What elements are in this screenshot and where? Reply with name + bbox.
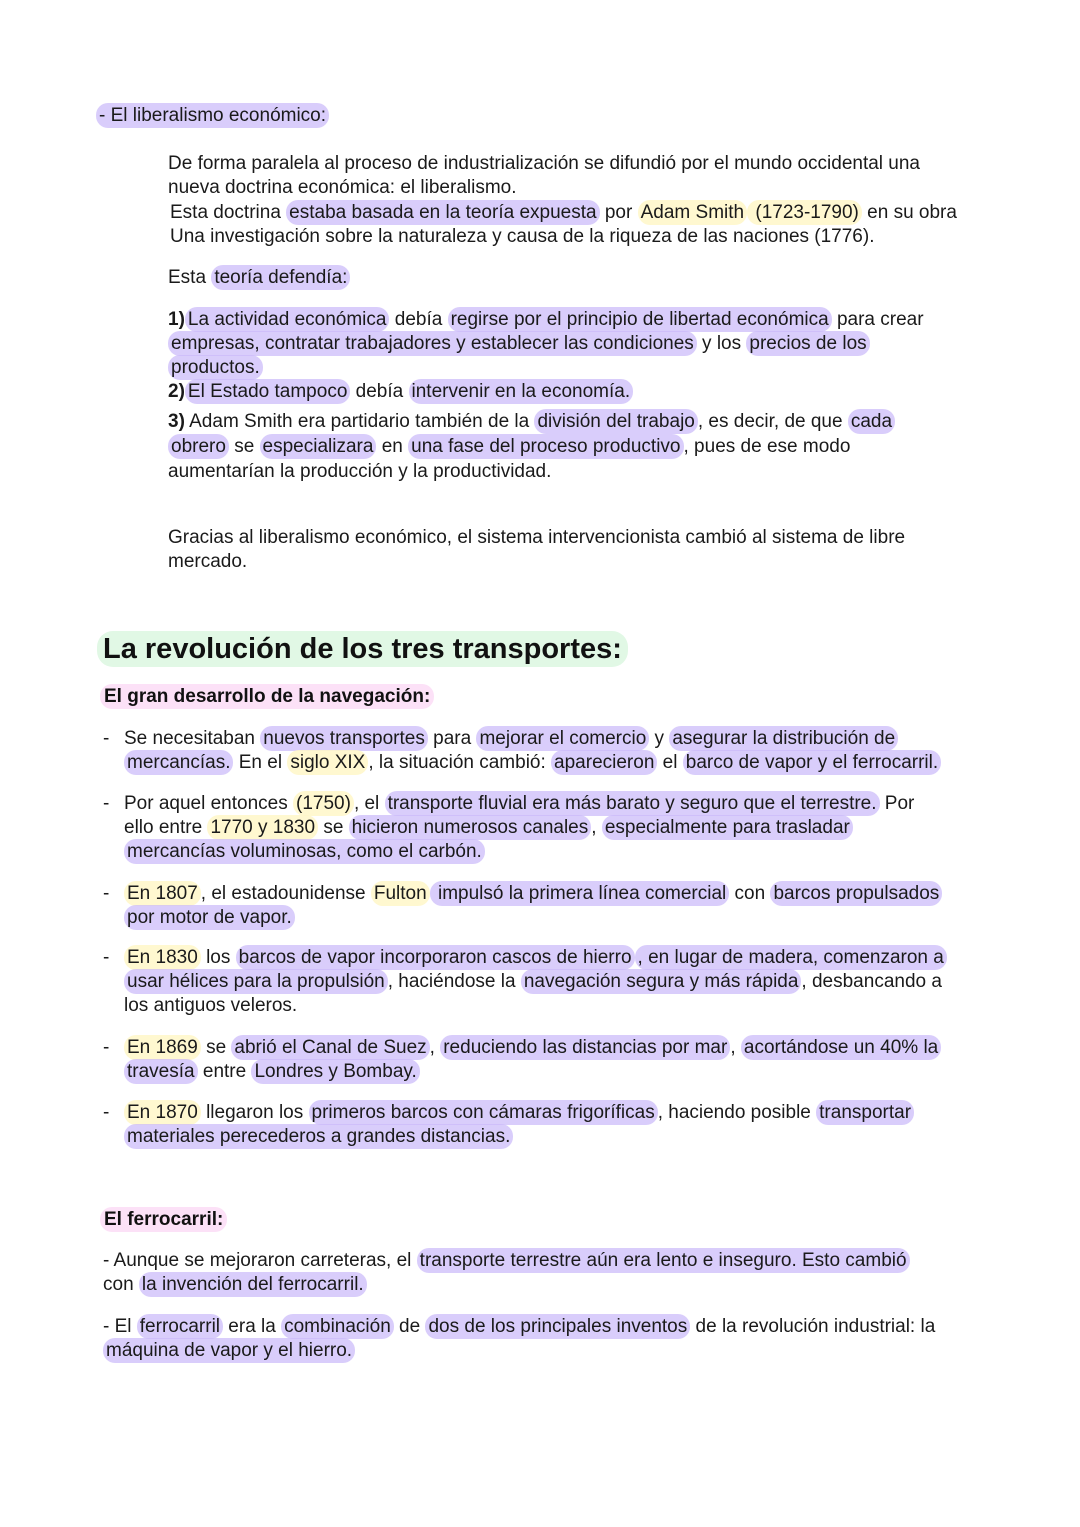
- highlight: mercancías.: [124, 750, 233, 775]
- highlight: siglo XIX: [287, 750, 368, 775]
- paragraph-line: [103, 1249, 910, 1273]
- highlight: estaba basada en la teoría expuesta: [286, 200, 599, 225]
- bullet-dash: -: [103, 1037, 110, 1058]
- item-number: 2): [168, 381, 185, 402]
- list-item-line: [168, 435, 850, 459]
- text: , el: [353, 793, 385, 814]
- subheading-text: El gran desarrollo de la navegación:: [100, 684, 434, 709]
- highlight: máquina de vapor y el hierro.: [103, 1338, 355, 1363]
- paragraph-line: [170, 201, 957, 225]
- text: por: [599, 202, 638, 223]
- highlight: especializara: [260, 434, 377, 459]
- text: de la revolución industrial: la: [690, 1316, 936, 1337]
- section-title-transportes: [97, 632, 628, 666]
- paragraph-line: nueva doctrina económica: el liberalismo.: [168, 177, 517, 198]
- text: , la situación cambió:: [368, 752, 552, 773]
- text: Por aquel entonces: [124, 793, 294, 814]
- bullet-line: [124, 970, 942, 994]
- highlight: barcos de vapor incorporaron cascos de hierro: [236, 945, 635, 970]
- bullet-line: [124, 840, 485, 864]
- text: llegaron los: [200, 1102, 309, 1123]
- text: los: [200, 947, 236, 968]
- highlight: división del trabajo: [534, 409, 697, 434]
- bullet-line: [124, 1125, 513, 1149]
- bullet-line: [124, 751, 941, 775]
- bullet-dash: -: [103, 728, 110, 749]
- text: era la: [223, 1316, 282, 1337]
- bullet-dash: -: [103, 793, 110, 814]
- highlight: Fulton: [371, 881, 430, 906]
- highlight: 1770 y 1830: [207, 815, 318, 840]
- highlight: abrió el Canal de Suez: [231, 1035, 429, 1060]
- highlight: combinación: [281, 1314, 394, 1339]
- bullet-line: [124, 1060, 420, 1084]
- text: ,: [730, 1037, 741, 1058]
- text: Adam Smith era partidario también de la: [184, 411, 535, 432]
- text: , haciéndose la: [387, 971, 521, 992]
- highlight: En 1869: [124, 1035, 201, 1060]
- text: Por: [879, 793, 915, 814]
- list-item: [168, 380, 633, 404]
- text: y: [649, 728, 670, 749]
- highlight: impulsó la primera línea comercial: [430, 881, 730, 906]
- highlight: regirse por el principio de libertad económica: [448, 307, 832, 332]
- highlight: transportar: [816, 1100, 914, 1125]
- highlight: aparecieron: [551, 750, 657, 775]
- highlight: Adam Smith: [638, 200, 747, 225]
- bullet-line: [124, 792, 914, 816]
- highlight: primeros barcos con cámaras frigoríficas: [309, 1100, 658, 1125]
- highlight: nuevos transportes: [260, 726, 428, 751]
- subheading-ferrocarril: [100, 1208, 227, 1232]
- highlight: transporte terrestre aún era lento e inseguro. Esto cambió: [417, 1248, 910, 1273]
- highlight: intervenir en la economía.: [409, 379, 634, 404]
- highlight: especialmente para trasladar: [602, 815, 853, 840]
- text: , haciendo posible: [657, 1102, 817, 1123]
- paragraph-line: [103, 1339, 355, 1363]
- highlight: precios de los: [746, 331, 869, 356]
- highlight: La actividad económica: [185, 307, 390, 332]
- highlight: mejorar el comercio: [476, 726, 649, 751]
- item-number: 3): [168, 411, 185, 432]
- text: debía: [350, 381, 409, 402]
- text: Se necesitaban: [124, 728, 261, 749]
- highlight: En 1830: [124, 945, 201, 970]
- highlight: productos.: [168, 355, 263, 380]
- list-item: [168, 308, 924, 332]
- bullet-line: [124, 906, 295, 930]
- text: en su obra: [861, 202, 957, 223]
- theory-intro: [168, 266, 350, 290]
- conclusion-line: Gracias al liberalismo económico, el sistema intervencionista cambió al sistema de libre: [168, 527, 906, 548]
- bullet-line: [124, 1101, 914, 1125]
- text: de: [393, 1316, 426, 1337]
- bullet-line: [124, 882, 942, 906]
- highlight: asegurar la distribución de: [669, 726, 898, 751]
- text: ,: [591, 817, 602, 838]
- text: con: [103, 1274, 139, 1295]
- highlight: reduciendo las distancias por mar: [440, 1035, 730, 1060]
- text: , desbancando a: [801, 971, 942, 992]
- highlight: obrero: [168, 434, 229, 459]
- title-text: La revolución de los tres transportes:: [97, 631, 628, 667]
- text: y los: [696, 333, 747, 354]
- highlight: materiales perecederos a grandes distancias.: [124, 1124, 513, 1149]
- highlight: Londres y Bombay.: [251, 1059, 419, 1084]
- highlight: empresas, contratar trabajadores y establecer las condiciones: [168, 331, 697, 356]
- conclusion-line: mercado.: [168, 551, 248, 572]
- text: - Aunque se mejoraron carreteras, el: [103, 1250, 417, 1271]
- highlight: acortándose un 40% la: [741, 1035, 941, 1060]
- text: con: [729, 883, 771, 904]
- highlight: una fase del proceso productivo: [408, 434, 683, 459]
- highlight: por motor de vapor.: [124, 905, 295, 930]
- text: en: [376, 436, 409, 457]
- text: , el estadounidense: [200, 883, 371, 904]
- section-heading-liberalismo: [96, 104, 329, 128]
- text: En el: [233, 752, 288, 773]
- text: ,: [429, 1037, 441, 1058]
- heading-text: - El liberalismo económico:: [96, 103, 329, 128]
- text: entre: [197, 1061, 252, 1082]
- list-item-line: [168, 332, 870, 356]
- text: se: [318, 817, 349, 838]
- text: , pues de ese modo: [683, 436, 851, 457]
- highlight: En 1870: [124, 1100, 201, 1125]
- text: para crear: [831, 309, 924, 330]
- bullet-line: [124, 946, 947, 970]
- text: - El: [103, 1316, 137, 1337]
- subheading-text: El ferrocarril:: [100, 1207, 227, 1232]
- item-number: 1): [168, 309, 185, 330]
- list-item-line: aumentarían la producción y la productividad.: [168, 461, 552, 482]
- highlight: la invención del ferrocarril.: [139, 1272, 367, 1297]
- list-item: [168, 410, 895, 434]
- list-item-line: [168, 356, 263, 380]
- highlight: cada: [848, 409, 895, 434]
- bullet-dash: -: [103, 883, 110, 904]
- highlight: ferrocarril: [137, 1314, 223, 1339]
- text: se: [228, 436, 260, 457]
- text: se: [200, 1037, 232, 1058]
- highlight: barco de vapor y el ferrocarril.: [683, 750, 941, 775]
- bullet-dash: -: [103, 1102, 110, 1123]
- highlight: hicieron numerosos canales: [349, 815, 592, 840]
- highlight: navegación segura y más rápida: [521, 969, 802, 994]
- text: , es decir, de que: [697, 411, 848, 432]
- bullet-line: [124, 816, 853, 840]
- highlight: mercancías voluminosas, como el carbón.: [124, 839, 485, 864]
- highlight: (1750): [293, 791, 354, 816]
- highlight: El Estado tampoco: [185, 379, 350, 404]
- bullet-line: los antiguos veleros.: [124, 995, 298, 1016]
- text: el: [657, 752, 683, 773]
- paragraph-line: [103, 1315, 935, 1339]
- text: Esta: [168, 267, 212, 288]
- text: debía: [389, 309, 448, 330]
- text: para: [427, 728, 477, 749]
- paragraph-line: De forma paralela al proceso de industrialización se difundió por el mundo occidental una: [168, 153, 921, 174]
- subheading-navegacion: [100, 685, 434, 709]
- highlight: , en lugar de madera, comenzaron a: [635, 945, 947, 970]
- highlight: En 1807: [124, 881, 201, 906]
- text: ello entre: [124, 817, 208, 838]
- highlight: teoría defendía:: [211, 265, 350, 290]
- paragraph-line: [103, 1273, 367, 1297]
- highlight: dos de los principales inventos: [425, 1314, 690, 1339]
- highlight: travesía: [124, 1059, 198, 1084]
- highlight: barcos propulsados: [770, 881, 942, 906]
- highlight: usar hélices para la propulsión: [124, 969, 388, 994]
- highlight: (1723-1790): [747, 200, 862, 225]
- bullet-line: [124, 1036, 941, 1060]
- highlight: transporte fluvial era más barato y seguro que el terrestre.: [385, 791, 880, 816]
- bullet-line: [124, 727, 898, 751]
- paragraph-line: Una investigación sobre la naturaleza y causa de la riqueza de las naciones (1776).: [170, 226, 875, 247]
- bullet-dash: -: [103, 947, 110, 968]
- text: Esta doctrina: [170, 202, 287, 223]
